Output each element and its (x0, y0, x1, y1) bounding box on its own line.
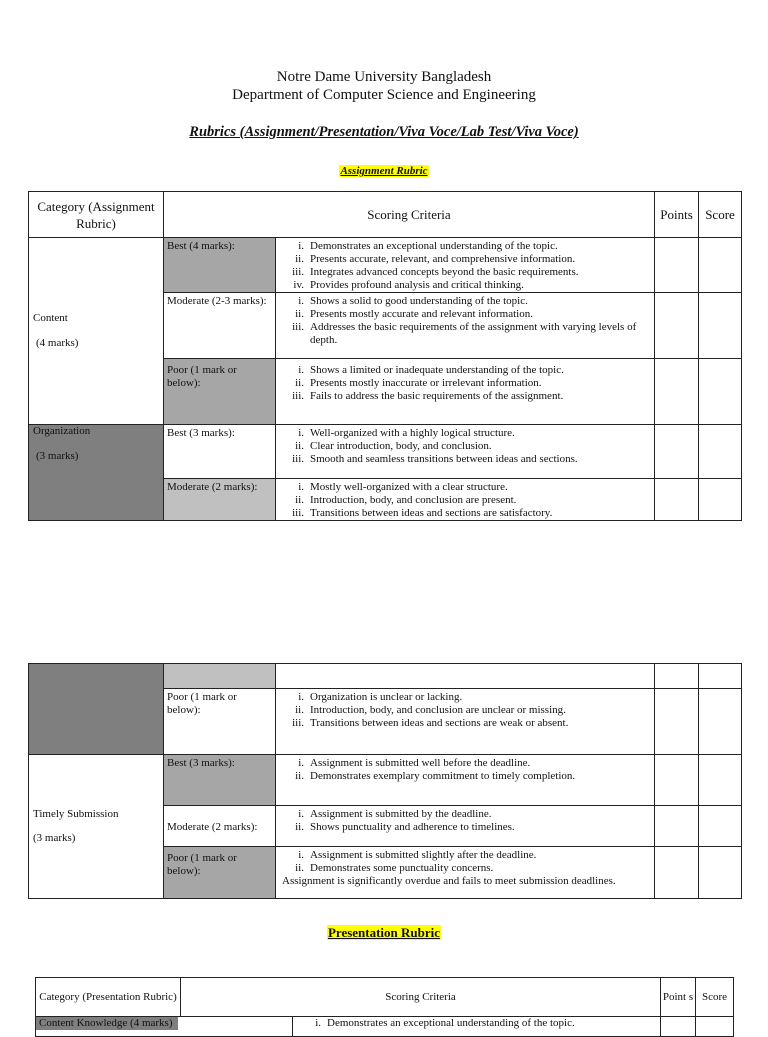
criteria-item-text: Demonstrates some punctuality concerns. (310, 862, 494, 874)
overdue-note: Assignment is significantly overdue and fails to meet submission deadlines. (282, 875, 616, 887)
header-category: Category (Presentation Rubric) (36, 978, 181, 1017)
criteria-item-number: i. (298, 757, 304, 769)
criteria-item-number: i. (298, 849, 304, 861)
criteria-item-text: Presents mostly inaccurate or irrelevant information. (310, 377, 542, 389)
criteria-item (276, 364, 654, 377)
criteria-item (276, 691, 654, 704)
criteria-item-text: Transitions between ideas and sections are satisfactory. (310, 507, 553, 519)
points-cell (655, 664, 699, 689)
criteria-item-number: iii. (292, 717, 304, 729)
table-header-row (36, 978, 734, 1017)
criteria-item-number: ii. (295, 862, 304, 874)
criteria-item-text: Introduction, body, and conclusion are unclear or missing. (310, 704, 566, 716)
table-header-row (29, 192, 742, 238)
score-cell (699, 293, 742, 359)
criteria-item-number: iii. (292, 390, 304, 402)
level-moderate: Moderate (2 marks): (164, 479, 276, 521)
criteria-item-number: iii. (292, 321, 304, 333)
score-cell (699, 479, 742, 521)
criteria-list (276, 238, 655, 293)
criteria-item (276, 481, 654, 494)
criteria-list (276, 689, 655, 755)
score-cell (699, 689, 742, 755)
table-row (29, 755, 742, 806)
criteria-item (276, 440, 654, 453)
header-category: Category (Assignment Rubric) (29, 192, 164, 238)
criteria-item (276, 279, 654, 292)
criteria-item-text: Demonstrates an exceptional understanding of the topic. (310, 240, 558, 252)
criteria-item-number: ii. (295, 821, 304, 833)
criteria-item-text: Assignment is submitted well before the deadline. (310, 757, 531, 769)
criteria-item-text: Fails to address the basic requirements of the assignment. (310, 390, 564, 402)
criteria-item-number: iii. (292, 507, 304, 519)
department-name: Department of Computer Science and Engineering (232, 87, 536, 103)
criteria-item-number: i. (298, 427, 304, 439)
criteria-item-text: Integrates advanced concepts beyond the basic requirements. (310, 266, 579, 278)
criteria-item (276, 717, 654, 730)
category-content: Content (4 marks) (29, 238, 164, 425)
criteria-item-number: i. (298, 691, 304, 703)
score-cell (699, 425, 742, 479)
criteria-item-text: Smooth and seamless transitions between ideas and sections. (310, 453, 578, 465)
score-cell (699, 359, 742, 425)
criteria-item-number: iii. (292, 266, 304, 278)
criteria-item-text: Assignment is submitted by the deadline. (310, 808, 492, 820)
criteria-item-text: Addresses the basic requirements of the assignment with varying levels of depth. (310, 321, 637, 346)
criteria-item-number: i. (298, 364, 304, 376)
criteria-item-number: i. (298, 295, 304, 307)
criteria-item-text: Provides profound analysis and critical thinking. (310, 279, 524, 291)
category-timely-submission: Timely Submission (3 marks) (29, 755, 164, 899)
criteria-item (276, 453, 654, 466)
criteria-item (276, 240, 654, 253)
criteria-list (276, 479, 655, 521)
criteria-item (276, 862, 654, 875)
header-score: Score (696, 978, 734, 1017)
criteria-item (276, 704, 654, 717)
level-empty (164, 664, 276, 689)
criteria-list (276, 425, 655, 479)
criteria-item (276, 821, 654, 834)
level-poor: Poor (1 mark or below): (164, 359, 276, 425)
level-moderate: Moderate (2 marks): (164, 806, 276, 847)
criteria-item (276, 253, 654, 266)
criteria-item-number: ii. (295, 253, 304, 265)
criteria-item-number: ii. (295, 770, 304, 782)
criteria-item (276, 266, 654, 279)
table-row (36, 1017, 734, 1037)
criteria-item-text: Assignment is submitted slightly after the deadline. (310, 849, 537, 861)
points-cell (655, 806, 699, 847)
category-content-knowledge: Content Knowledge (4 marks) (36, 1017, 293, 1037)
criteria-item-number: i. (298, 240, 304, 252)
assignment-rubric-label: Assignment Rubric (340, 165, 428, 177)
criteria-item-text: Shows punctuality and adherence to timelines. (310, 821, 515, 833)
presentation-rubric-label: Presentation Rubric (327, 925, 441, 940)
header-score: Score (699, 192, 742, 238)
criteria-item (276, 808, 654, 821)
university-name: Notre Dame University Bangladesh (276, 69, 492, 85)
category-organization: Organization (3 marks) (29, 425, 164, 521)
criteria-item (276, 770, 654, 783)
criteria-list (276, 359, 655, 425)
level-poor: Poor (1 mark or below): (164, 689, 276, 755)
score-cell (699, 847, 742, 899)
header-points: Points (655, 192, 699, 238)
criteria-item (276, 308, 654, 321)
category-organization-continued (29, 664, 164, 755)
level-poor: Poor (1 mark or below): (164, 847, 276, 899)
criteria-item-number: iv. (293, 279, 304, 291)
criteria-list-with-note (276, 847, 655, 899)
table-row (29, 664, 742, 689)
criteria-item-text: Shows a limited or inadequate understanding of the topic. (310, 364, 564, 376)
criteria-item-text: Mostly well-organized with a clear structure. (310, 481, 508, 493)
criteria-item-number: ii. (295, 440, 304, 452)
criteria-item-text: Presents mostly accurate and relevant information. (310, 308, 533, 320)
criteria-item (276, 757, 654, 770)
criteria-item-number: ii. (295, 308, 304, 320)
table-row (29, 425, 742, 479)
criteria-item-number: ii. (295, 704, 304, 716)
header-scoring-criteria: Scoring Criteria (181, 978, 661, 1017)
points-cell (655, 359, 699, 425)
assignment-rubric-table (28, 191, 742, 521)
level-best: Best (3 marks): (164, 425, 276, 479)
criteria-empty (276, 664, 655, 689)
criteria-list (276, 293, 655, 359)
criteria-item-text: Transitions between ideas and sections are weak or absent. (310, 717, 569, 729)
header-scoring-criteria: Scoring Criteria (164, 192, 655, 238)
level-moderate: Moderate (2-3 marks): (164, 293, 276, 359)
criteria-item (276, 377, 654, 390)
points-cell (655, 293, 699, 359)
points-cell (655, 689, 699, 755)
presentation-rubric-table (35, 977, 734, 1037)
criteria-item-number: i. (298, 808, 304, 820)
score-cell (696, 1017, 734, 1037)
criteria-item (276, 390, 654, 403)
criteria-item-text: Presents accurate, relevant, and comprehensive information. (310, 253, 576, 265)
criteria-item-text: Clear introduction, body, and conclusion. (310, 440, 492, 452)
points-cell (655, 238, 699, 293)
table-row (29, 238, 742, 293)
criteria-item-text: Organization is unclear or lacking. (310, 691, 463, 703)
criteria-item-text: Demonstrates exemplary commitment to timely completion. (310, 770, 576, 782)
score-cell (699, 755, 742, 806)
criteria-item-text: Introduction, body, and conclusion are present. (310, 494, 517, 506)
score-cell (699, 238, 742, 293)
criteria-item (276, 507, 654, 520)
level-best: Best (3 marks): (164, 755, 276, 806)
points-cell (655, 425, 699, 479)
score-cell (699, 806, 742, 847)
criteria-list (276, 755, 655, 806)
criteria-item (276, 494, 654, 507)
score-cell (699, 664, 742, 689)
criteria-item (276, 321, 654, 347)
assignment-rubric-table-continued (28, 663, 742, 899)
points-cell (655, 847, 699, 899)
criteria-item-text: Shows a solid to good understanding of the topic. (310, 295, 528, 307)
criteria-item (276, 295, 654, 308)
level-best: Best (4 marks): (164, 238, 276, 293)
criteria-list: i. Demonstrates an exceptional understanding of the topic. (293, 1017, 661, 1037)
rubrics-title: Rubrics (Assignment/Presentation/Viva Voce/Lab Test/Viva Voce) (189, 124, 579, 140)
criteria-item-text: Well-organized with a highly logical structure. (310, 427, 515, 439)
criteria-item-number: ii. (295, 377, 304, 389)
criteria-item-number: ii. (295, 494, 304, 506)
criteria-item (276, 849, 654, 862)
points-cell (655, 755, 699, 806)
criteria-list (276, 806, 655, 847)
criteria-item (276, 427, 654, 440)
header-points: Point s (661, 978, 696, 1017)
criteria-item-number: i. (298, 481, 304, 493)
points-cell (661, 1017, 696, 1037)
criteria-item-number: iii. (292, 453, 304, 465)
points-cell (655, 479, 699, 521)
